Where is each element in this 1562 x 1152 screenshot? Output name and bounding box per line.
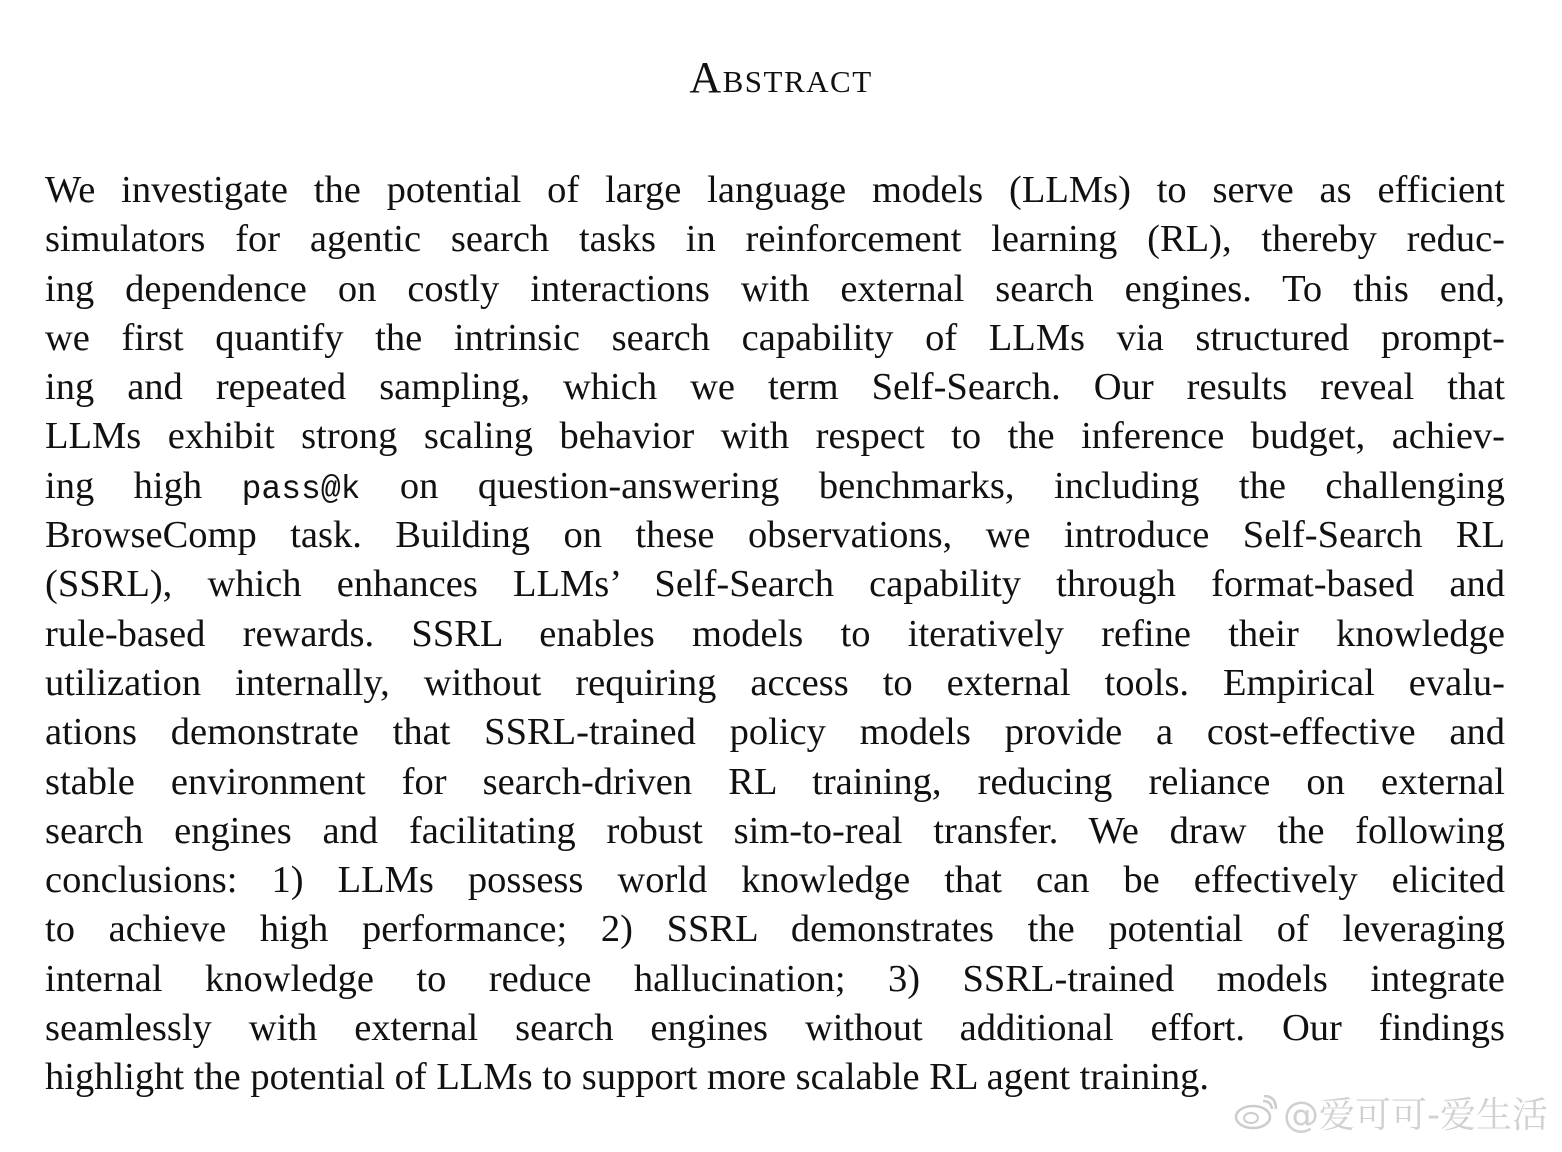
abstract-heading: Abstract xyxy=(689,53,873,102)
abstract-line: internal knowledge to reduce hallucination; 3) SSRL-trained models integrate xyxy=(45,957,1505,1000)
abstract-line: seamlessly with external search engines without additional effort. Our findings xyxy=(45,1007,1505,1050)
abstract-line: ing and repeated sampling, which we term Self-Search. Our results reveal that xyxy=(45,366,1505,409)
abstract-body xyxy=(45,166,1505,1103)
abstract-line-passk xyxy=(45,462,1505,511)
abstract-line: rule-based rewards. SSRL enables models to iteratively refine their knowledge xyxy=(45,612,1505,655)
passk-code: pass@k xyxy=(241,470,361,508)
abstract-line: search engines and facilitating robust sim-to-real transfer. We draw the following xyxy=(45,809,1505,852)
abstract-line: simulators for agentic search tasks in reinforcement learning (RL), thereby reduc- xyxy=(45,218,1505,261)
abstract-line: stable environment for search-driven RL training, reducing reliance on external xyxy=(45,760,1505,803)
abstract-line: ing dependence on costly interactions with external search engines. To this end, xyxy=(45,267,1505,310)
watermark xyxy=(1233,1087,1548,1138)
abstract-line: to achieve high performance; 2) SSRL demonstrates the potential of leveraging xyxy=(45,908,1505,951)
abstract-line: We investigate the potential of large language models (LLMs) to serve as efficient xyxy=(45,169,1505,211)
abstract-line: BrowseComp task. Building on these observations, we introduce Self-Search RL xyxy=(45,514,1505,557)
line-prefix-text: ing high xyxy=(45,464,203,507)
abstract-line: conclusions: 1) LLMs possess world knowledge that can be effectively elicited xyxy=(45,859,1505,902)
weibo-icon xyxy=(1233,1095,1277,1131)
abstract-line: LLMs exhibit strong scaling behavior with respect to the inference budget, achiev- xyxy=(45,415,1505,458)
abstract-line: we first quantify the intrinsic search capability of LLMs via structured prompt- xyxy=(45,316,1505,359)
abstract-line: utilization internally, without requiring access to external tools. Empirical evalu- xyxy=(45,661,1505,704)
abstract-line: highlight the potential of LLMs to support more scalable RL agent training. xyxy=(45,1056,1210,1099)
abstract-line: (SSRL), which enhances LLMs’ Self-Search capability through format-based and xyxy=(45,563,1505,606)
abstract-line: ations demonstrate that SSRL-trained policy models provide a cost-effective and xyxy=(45,711,1505,754)
watermark-text: @爱可可-爱生活 xyxy=(1283,1095,1548,1136)
line-suffix-text: on question-answering benchmarks, including the challenging xyxy=(399,464,1505,507)
